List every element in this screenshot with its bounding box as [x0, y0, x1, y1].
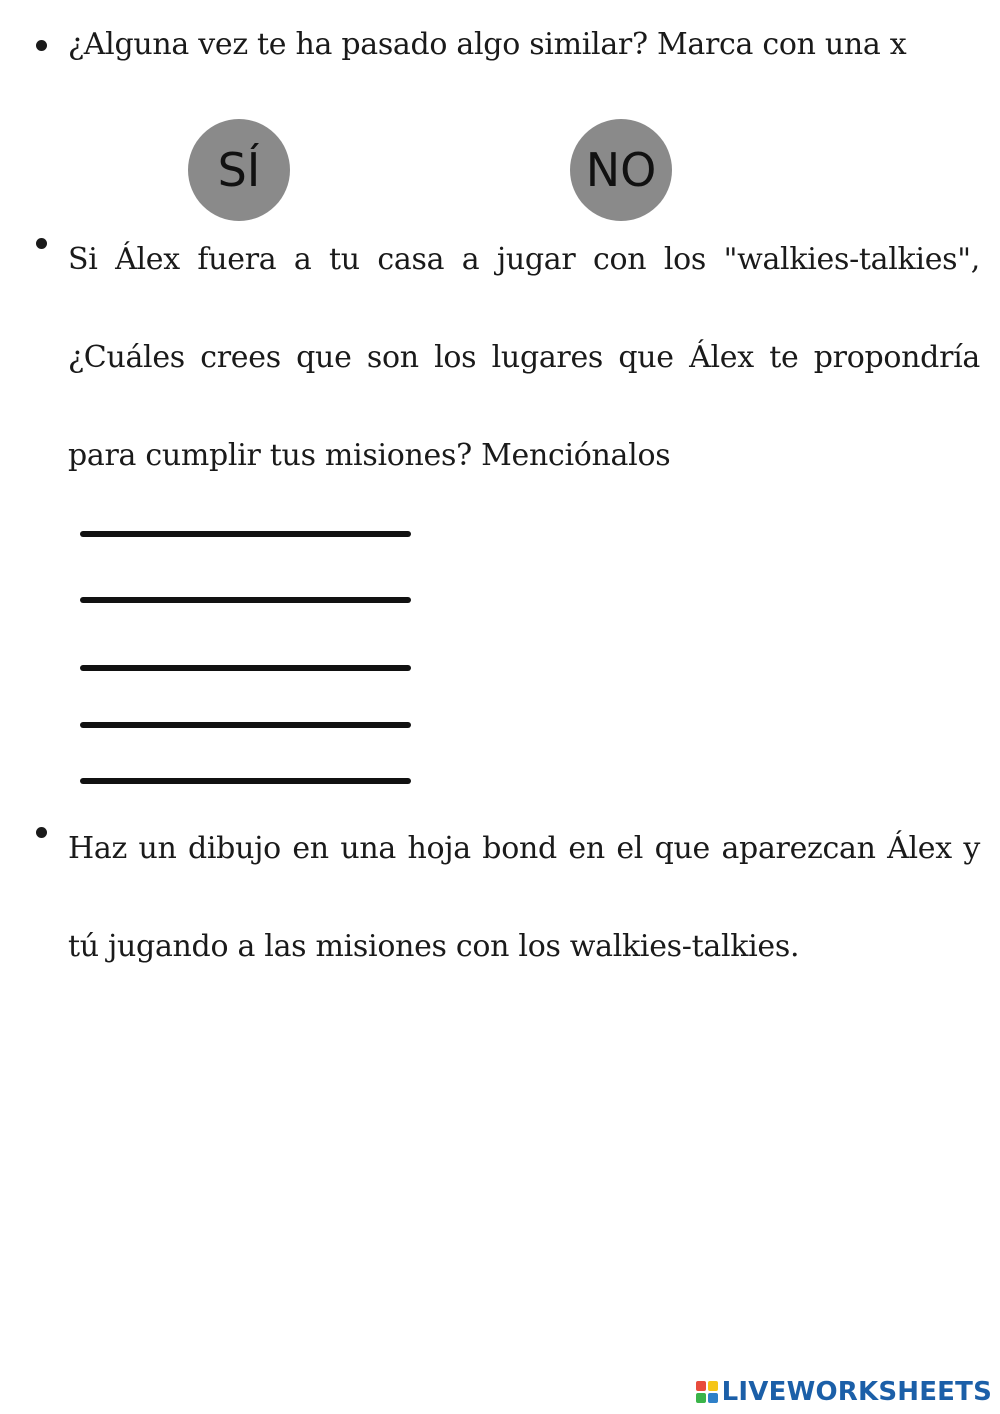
no-choice-label: NO: [585, 143, 657, 197]
yes-choice-button[interactable]: [188, 119, 290, 221]
bullet-icon: [36, 40, 47, 51]
watermark-text: LIVEWORKSHEETS: [721, 1377, 992, 1407]
yes-choice-label: SÍ: [217, 143, 261, 197]
logo-square: [708, 1381, 718, 1391]
answer-line-5[interactable]: [80, 778, 411, 784]
logo-square: [708, 1393, 718, 1403]
liveworksheets-watermark: [696, 1378, 992, 1406]
logo-square: [696, 1393, 706, 1403]
liveworksheets-logo-icon: [696, 1381, 718, 1403]
answer-line-2[interactable]: [80, 597, 411, 603]
bullet-icon: [36, 827, 47, 838]
question-1-text: ¿Alguna vez te ha pasado algo similar? Marca con una x: [68, 27, 907, 62]
answer-line-4[interactable]: [80, 722, 411, 728]
answer-line-3[interactable]: [80, 665, 411, 671]
bullet-icon: [36, 238, 47, 249]
question-2-text: Si Álex fuera a tu casa a jugar con los "walkies-talkies", ¿Cuáles crees que son los lugares que Álex te propondría para cumplir tus misiones? Menciónalos: [68, 242, 980, 473]
question-3-text: Haz un dibujo en una hoja bond en el que aparezcan Álex y tú jugando a las misiones con los walkies-talkies.: [68, 831, 980, 964]
logo-square: [696, 1381, 706, 1391]
answer-line-1[interactable]: [80, 531, 411, 537]
no-choice-button[interactable]: [570, 119, 672, 221]
